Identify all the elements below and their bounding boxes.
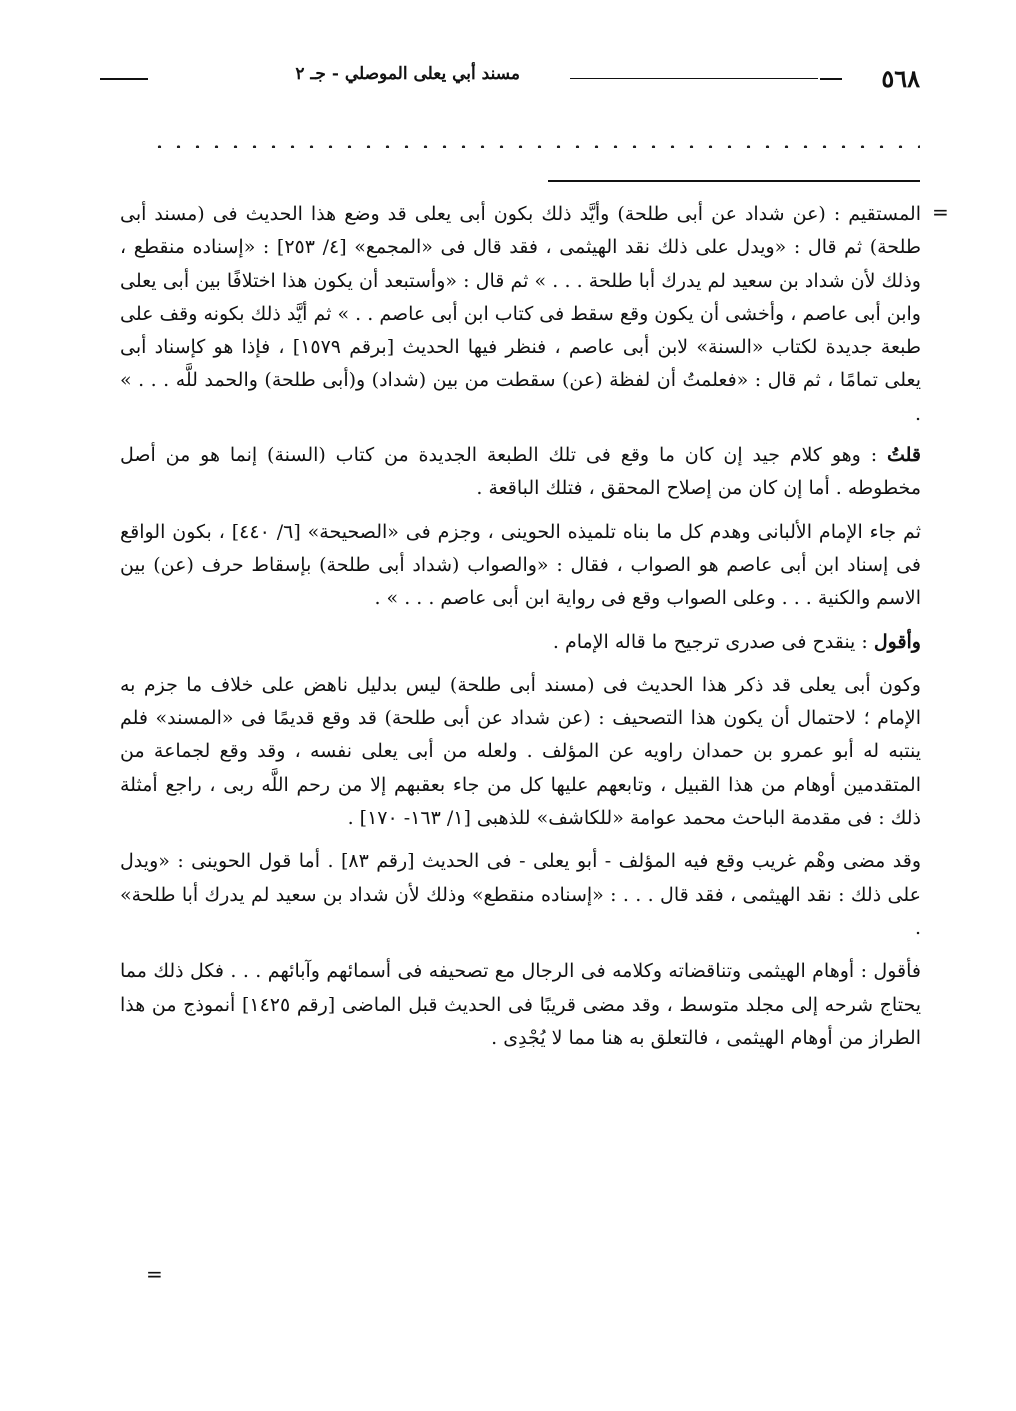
page-number: ٥٦٨ xyxy=(881,64,920,93)
header-rule-middle xyxy=(570,78,818,79)
paragraph-3 xyxy=(120,516,921,616)
paragraph-text: وقد مضى وهْم غريب وقع فيه المؤلف - أبو يعلى - فى الحديث [رقم ٨٣] . أما قول الحوينى : «ويدل على ذلك : نقد الهيثمى ، فقد قال . . . : «إسناده منقطع» وذلك لأن شداد بن سعيد لم يدرك أبا طلحة» . xyxy=(120,850,921,939)
paragraph-lead: وأقول xyxy=(873,630,921,653)
paragraph-text: ثم جاء الإمام الألبانى وهدم كل ما بناه تلميذه الحوينى ، وجزم فى «الصحيحة» [٦/ ٤٤٠] ، بكون الواقع فى إسناد ابن أبى عاصم هو الصواب ، فقال : «والصواب (شداد أبى طلحة) بإسقاط حرف (عن) بين الاسم والكنية . . . وعلى الصواب وقع فى رواية ابن أبى عاصم . . . » . xyxy=(120,520,921,610)
paragraph-6 xyxy=(120,845,921,945)
paragraph-7 xyxy=(120,955,921,1055)
paragraph-text: المستقيم : (عن شداد عن أبى طلحة) وأيَّد ذلك بكون أبى يعلى قد وضع هذا الحديث فى (مسند أبى طلحة) ثم قال : «ويدل على ذلك نقد الهيثمى ، فقد قال فى «المجمع» [٤/ ٢٥٣] : «إسناده منقطع ، وذلك لأن شداد بن سعيد لم يدرك أبا طلحة . . . » ثم قال : «وأستبعد أن يكون هذا اختلافًا بين أبى يعلى وابن أبى عاصم ، وأخشى أن يكون وقع سقط فى كتاب ابن أبى عاصم . . » ثم أيَّد ذلك بكونه وقف على طبعة جديدة لكتاب «السنة» لابن أبى عاصم ، فنظر فيها الحديث [برقم ١٥٧٩] ، فإذا هو كإسناد أبى يعلى تمامًا ، ثم قال : «فعلمتُ أن لفظة (عن) سقطت من بين (شداد) و(أبى طلحة) والحمد للَّه . . . » . xyxy=(120,203,921,425)
paragraph-lead: قلتُ xyxy=(886,444,921,467)
paragraph-5 xyxy=(120,669,921,835)
dotted-separator xyxy=(150,144,920,148)
header-rule-left xyxy=(100,78,148,80)
footnote-body xyxy=(120,198,921,1065)
footnote-rule xyxy=(548,180,920,182)
paragraph-text: وكون أبى يعلى قد ذكر هذا الحديث فى (مسند أبى طلحة) ليس بدليل ناهض على خلاف ما جزم به الإمام ؛ لاحتمال أن يكون هذا التصحيف : (عن شداد عن أبى طلحة) قد وقع قديمًا فى «المسند» فلم ينتبه له أبو عمرو بن حمدان راويه عن المؤلف . ولعله من أبى يعلى نفسه ، وقد وقع لجماعة من المتقدمين أوهام من هذا القبيل ، وتابعهم عليها كل من جاء بعقبهم إلا من رحم اللَّه ربى ، راجع أمثلة ذلك : فى مقدمة الباحث محمد عوامة «للكاشف» للذهبى [١/ ١٦٣- ١٧٠] . xyxy=(120,673,921,830)
paragraph-4 xyxy=(120,626,921,659)
page-header xyxy=(100,58,920,98)
paragraph-text: فأقول : أوهام الهيثمى وتناقضاته وكلامه فى الرجال مع تصحيفه فى أسمائهم وآبائهم . . . فكل ذلك مما يحتاج شرحه إلى مجلد متوسط ، وقد مضى قريبًا فى الحديث قبل الماضى [رقم ١٤٢٥] أنموذج من هذا الطراز من أوهام الهيثمى ، فالتعلق به هنا مما لا يُجْدِى . xyxy=(120,960,921,1049)
continuation-mark-top: = xyxy=(932,200,949,224)
running-title: مسند أبي يعلى الموصلي - جـ ٢ xyxy=(295,64,520,84)
paragraph-2 xyxy=(120,439,921,506)
paragraph-text: : وهو كلام جيد إن كان ما وقع فى تلك الطبعة الجديدة من كتاب (السنة) إنما هو من أصل مخطوطه . أما إن كان من إصلاح المحقق ، فتلك الباقعة . xyxy=(120,444,921,500)
header-dash-right xyxy=(820,78,842,80)
paragraph-text: : ينقدح فى صدرى ترجيح ما قاله الإمام . xyxy=(552,630,874,653)
continuation-mark-bottom: = xyxy=(146,1262,163,1286)
paragraph-1 xyxy=(120,198,921,431)
